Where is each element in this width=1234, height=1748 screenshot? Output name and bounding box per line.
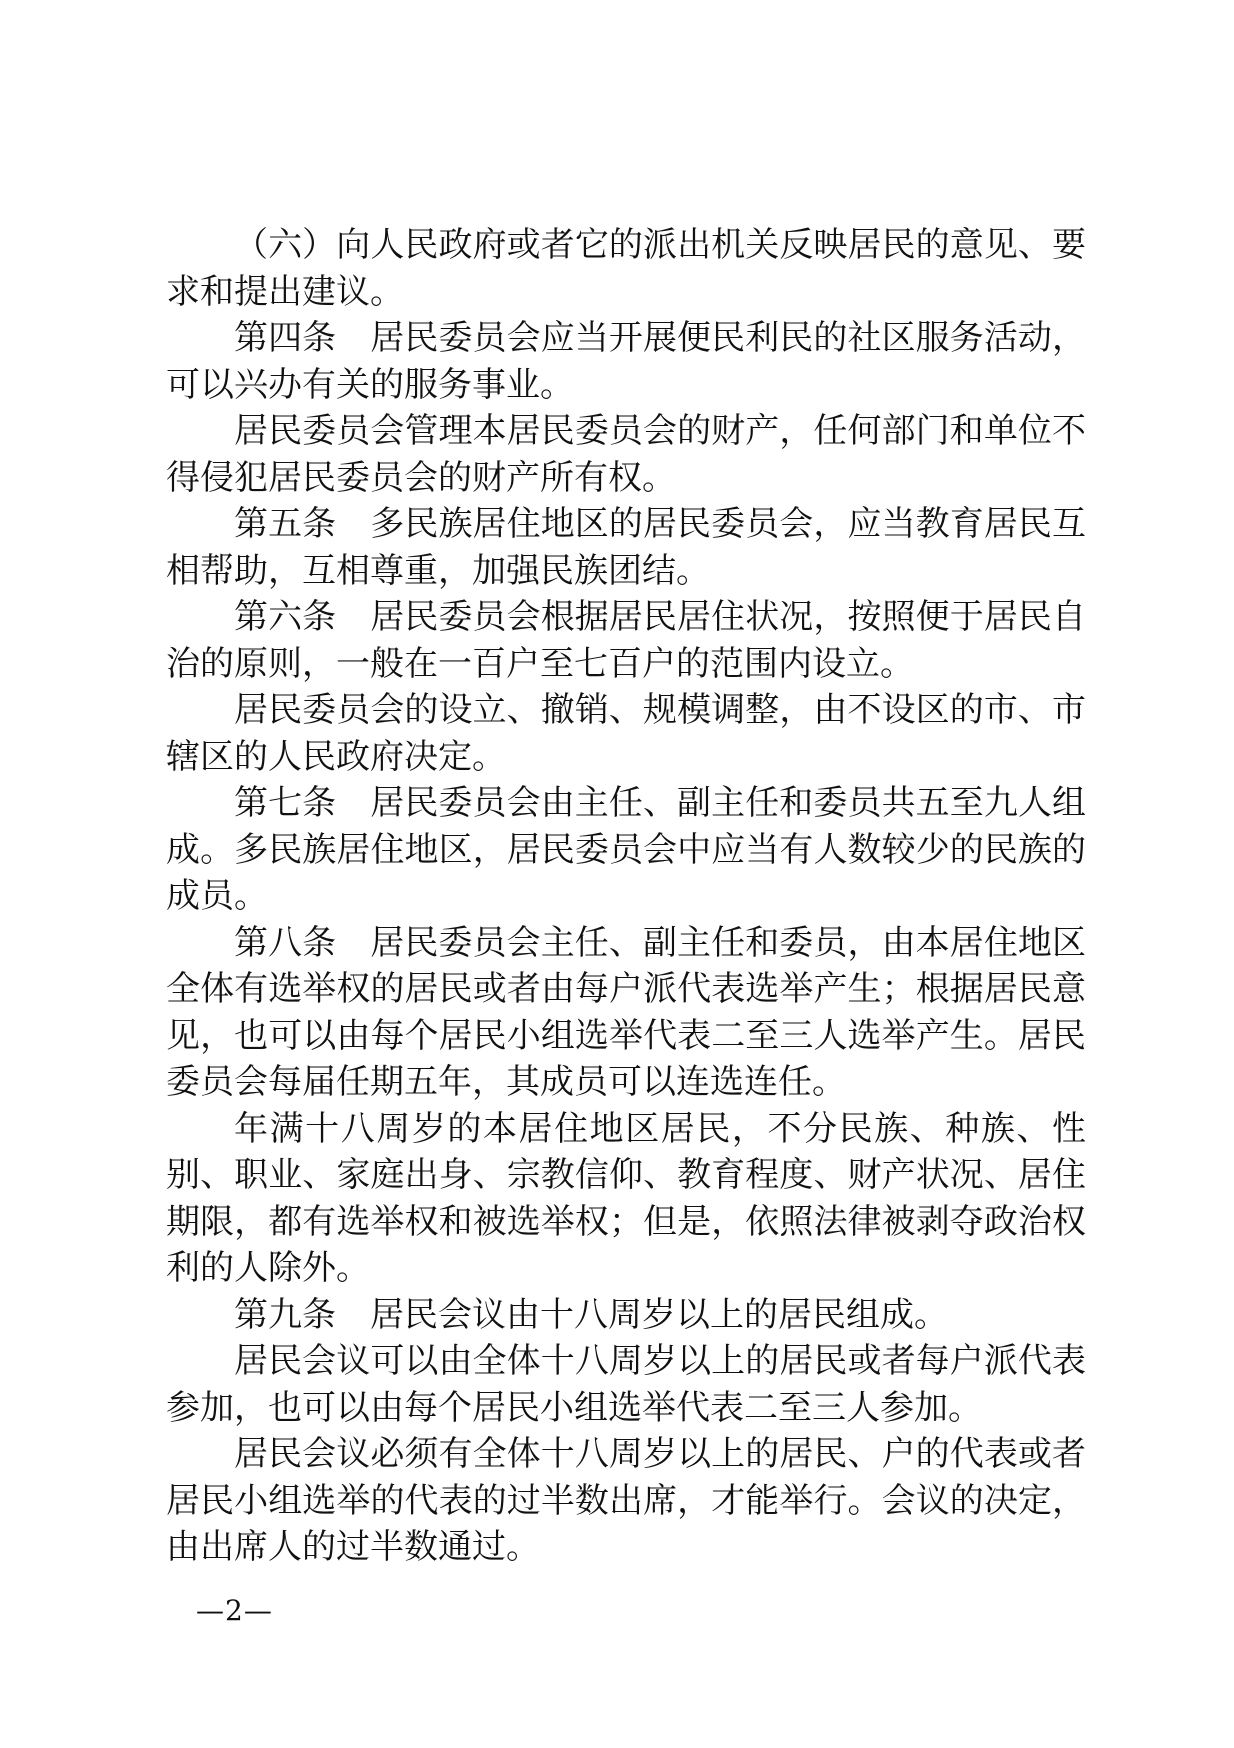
paragraph-item-6 <box>166 222 1086 315</box>
paragraph-text: 年满十八周岁的本居住地区居民，不分民族、种族、性别、职业、家庭出身、宗教信仰、教育程度、财产状况、居住期限，都有选举权和被选举权；但是，依照法律被剥夺政治权利的人除外。 <box>166 1108 1086 1288</box>
article-8-paragraph-2 <box>166 1106 1086 1292</box>
paragraph-text: 居民委员会主任、副主任和委员，由本居住地区全体有选举权的居民或者由每户派代表选举产生；根据居民意见，也可以由每个居民小组选举代表二至三人选举产生。居民委员会每届任期五年，其成员可以连选连任。 <box>166 922 1087 1102</box>
article-7 <box>166 780 1086 920</box>
paragraph-text: 多民族居住地区的居民委员会，应当教育居民互相帮助，互相尊重，加强民族团结。 <box>166 504 1087 591</box>
paragraph-text: 居民会议可以由全体十八周岁以上的居民或者每户派代表参加，也可以由每个居民小组选举代表二至三人参加。 <box>166 1341 1086 1428</box>
article-label: 第九条 <box>234 1294 336 1335</box>
paragraph-text: 居民委员会根据居民居住状况，按照便于居民自治的原则，一般在一百户至七百户的范围内设立。 <box>166 597 1087 684</box>
paragraph-text: 居民委员会由主任、副主任和委员共五至九人组成。多民族居住地区，居民委员会中应当有人数较少的民族的成员。 <box>166 783 1087 916</box>
page-number: —2— <box>196 1594 273 1627</box>
paragraph-text: 居民会议由十八周岁以上的居民组成。 <box>370 1294 948 1335</box>
article-6-paragraph-2 <box>166 687 1086 780</box>
article-label: 第五条 <box>234 504 337 544</box>
paragraph-text: 居民会议必须有全体十八周岁以上的居民、户的代表或者居民小组选举的代表的过半数出席，才能举行。会议的决定，由出席人的过半数通过。 <box>166 1434 1086 1567</box>
article-6 <box>166 594 1086 687</box>
article-5 <box>166 501 1086 594</box>
document-body <box>166 222 1086 1571</box>
paragraph-text: （六）向人民政府或者它的派出机关反映居民的意见、要求和提出建议。 <box>166 225 1086 312</box>
paragraph-text: 居民委员会管理本居民委员会的财产，任何部门和单位不得侵犯居民委员会的财产所有权。 <box>166 411 1086 498</box>
paragraph-text: 居民委员会应当开展便民利民的社区服务活动，可以兴办有关的服务事业。 <box>166 318 1087 405</box>
article-9-paragraph-3 <box>166 1431 1086 1571</box>
article-label: 第七条 <box>234 783 337 823</box>
article-label: 第四条 <box>234 318 337 358</box>
article-label: 第六条 <box>234 597 337 637</box>
article-label: 第八条 <box>234 922 337 963</box>
paragraph-text: 居民委员会的设立、撤销、规模调整，由不设区的市、市辖区的人民政府决定。 <box>166 690 1086 777</box>
article-8 <box>166 920 1086 1106</box>
article-4 <box>166 315 1086 408</box>
article-9 <box>166 1292 1086 1339</box>
article-9-paragraph-2 <box>166 1338 1086 1431</box>
article-4-paragraph-2 <box>166 408 1086 501</box>
